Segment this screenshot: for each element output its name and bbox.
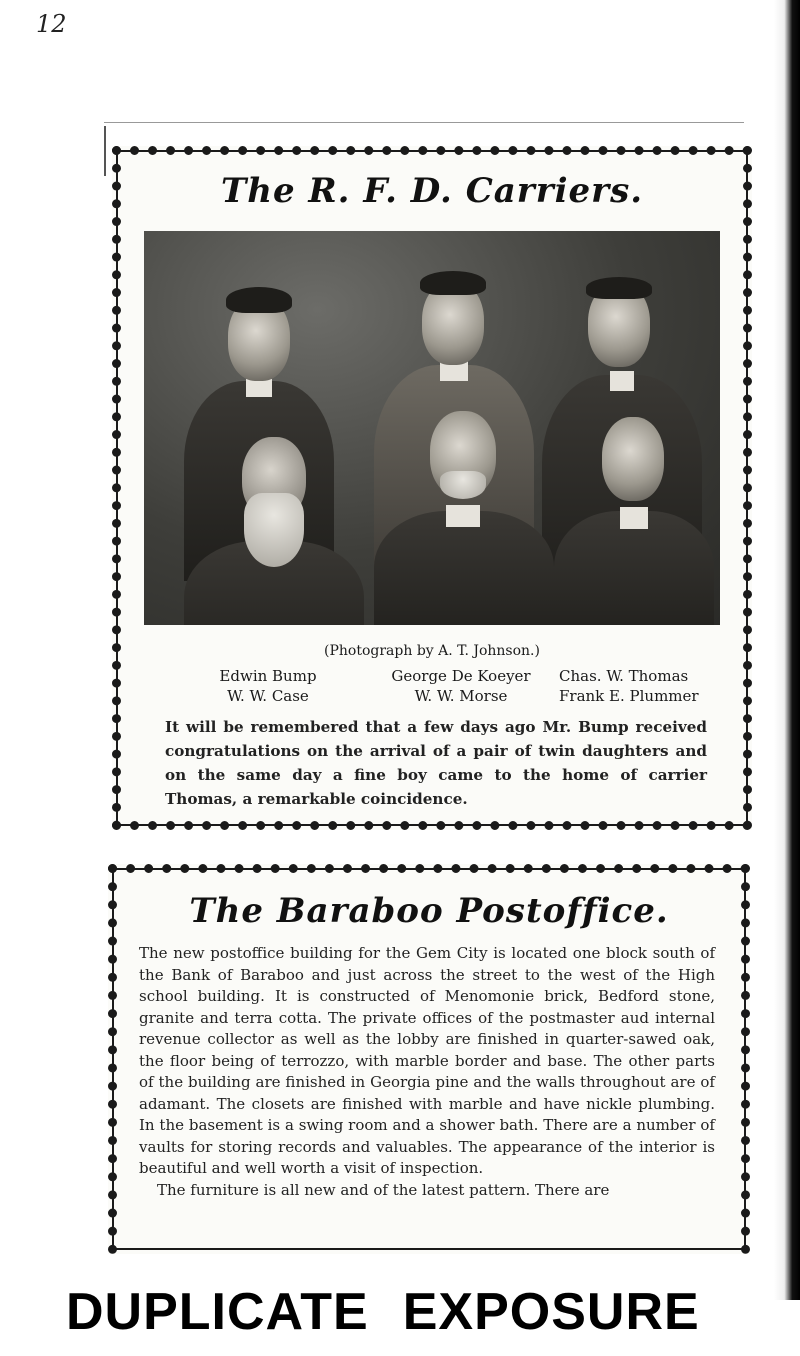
carriers-group-photo: [144, 231, 720, 625]
page-number: 12: [36, 10, 67, 38]
postoffice-paragraph: The new postoffice building for the Gem City is located one block south of the Bank of Baraboo and just across the street to the west of the High school building. It is constructed of Menomonie brick, Bedford stone, granite and terra cotta. The private offices of the postmaster aud internal revenue collector as well as the lobby are finished in quarter-sawed oak, the floor being of terrozzo, with marble border and base. The other parts of the building are finished in Georgia pine and the walls throughout are of adamant. The closets are finished with marble and have nickle plumbing. In the basement is a swing room and a shower bath. There are a number of vaults for storing records and valuables. The appearance of the interior is beautiful and well worth a visit of inspection.: [139, 944, 715, 1177]
carriers-story: It will be remembered that a few days ago Mr. Bump received congratulations on the arrival of a pair of twin daughters and on the same day a fine boy came to the home of carrier Thomas, a remarkable coincidence.: [165, 718, 707, 808]
postoffice-paragraph: The furniture is all new and of the latest pattern. There are: [157, 1180, 610, 1199]
stamp-word: DUPLICATE: [66, 1283, 369, 1341]
postoffice-article: [108, 864, 750, 1254]
carrier-name: Edwin Bump: [219, 667, 317, 685]
carrier-name: George De Koeyer: [391, 667, 531, 685]
carrier-name: W. W. Case: [227, 687, 309, 705]
photo-person: [554, 411, 714, 625]
scan-right-edge: [774, 0, 800, 1300]
clipping-edge-left: [104, 126, 106, 176]
carrier-name: Chas. W. Thomas: [559, 667, 689, 685]
photo-person: [184, 431, 364, 625]
carrier-names: [173, 667, 743, 705]
carrier-name: Frank E. Plummer: [559, 687, 699, 705]
duplicate-exposure-stamp: [66, 1282, 700, 1342]
postoffice-body: [139, 943, 715, 1201]
carriers-title: The R. F. D. Carriers.: [220, 171, 644, 211]
photo-credit: (Photograph by A. T. Johnson.): [324, 643, 540, 659]
carriers-article: [112, 146, 752, 830]
carrier-name: W. W. Morse: [414, 687, 508, 705]
stamp-word: EXPOSURE: [402, 1283, 700, 1341]
postoffice-title: The Baraboo Postoffice.: [189, 891, 669, 931]
clipping-edge: [104, 122, 744, 123]
photo-person: [374, 401, 554, 625]
